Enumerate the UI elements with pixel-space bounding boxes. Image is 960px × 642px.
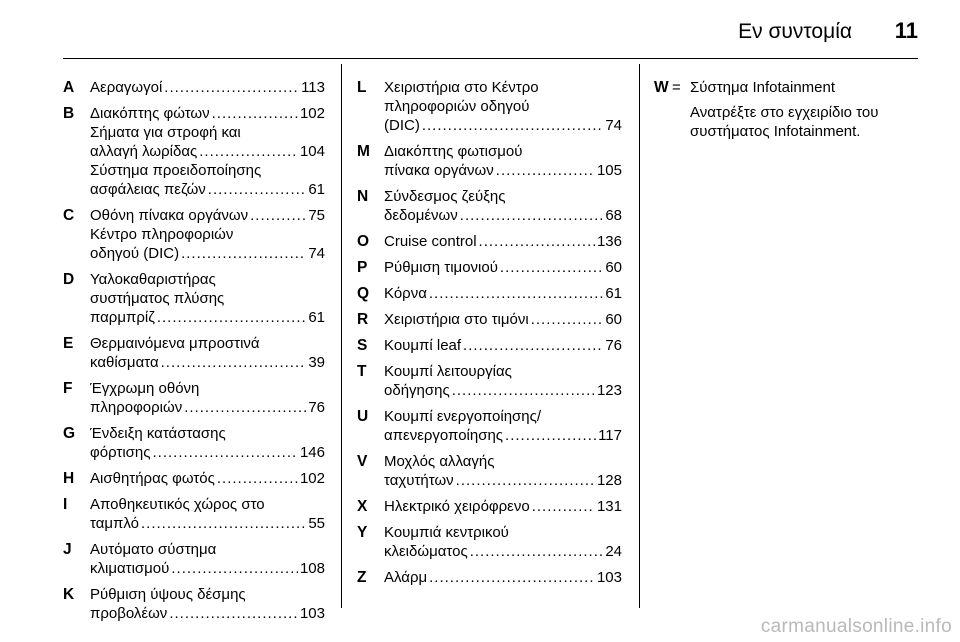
legend-letter: U <box>357 408 369 425</box>
legend-entry <box>357 336 622 355</box>
page-reference[interactable]: 74 <box>605 117 622 134</box>
dot-leader <box>505 426 596 445</box>
page-reference[interactable]: 104 <box>299 143 325 160</box>
legend-line <box>384 310 622 329</box>
legend-entry-body <box>384 187 622 225</box>
dot-leader <box>250 206 306 225</box>
dot-leader <box>208 180 307 199</box>
legend-line <box>90 104 325 123</box>
legend-letter: S <box>357 337 368 354</box>
legend-text: Διακόπτης φωτισμού <box>384 143 523 160</box>
legend-text: Σύνδεσμος ζεύξης <box>384 188 506 205</box>
legend-line <box>90 559 325 578</box>
legend-entry-w <box>654 78 918 141</box>
legend-text: συστήματος πλύσης <box>90 290 225 307</box>
page-reference[interactable]: 60 <box>605 311 622 328</box>
legend-text: Υαλοκαθαριστήρας <box>90 271 216 288</box>
legend-line <box>384 336 622 355</box>
dot-leader <box>169 604 298 623</box>
dot-leader <box>152 443 297 462</box>
legend-letter: A <box>63 79 75 96</box>
legend-column-1 <box>63 78 325 630</box>
legend-entry-body <box>384 310 622 329</box>
page-reference[interactable]: 103 <box>299 605 325 622</box>
legend-line <box>384 407 622 426</box>
page-reference[interactable]: 61 <box>308 181 325 198</box>
legend-entry <box>63 495 325 533</box>
legend-entry-body <box>90 469 325 488</box>
page-reference[interactable]: 105 <box>596 162 622 179</box>
legend-text: φόρτισης <box>90 444 151 461</box>
legend-text: Έγχρωμη οθόνη <box>90 380 200 397</box>
legend-entry-body <box>90 334 325 372</box>
legend-text: αλλαγή λωρίδας <box>90 143 198 160</box>
legend-text: Σύστημα Infotainment <box>690 79 836 96</box>
legend-letter: I <box>63 496 68 513</box>
legend-letter: R <box>357 311 369 328</box>
legend-line <box>384 362 622 381</box>
page-reference[interactable]: 128 <box>596 472 622 489</box>
legend-line <box>90 495 325 514</box>
dot-leader <box>479 232 595 251</box>
legend-text: ασφάλειας πεζών <box>90 181 206 198</box>
legend-letter: L <box>357 79 367 96</box>
page-reference[interactable]: 74 <box>308 245 325 262</box>
legend-text: κλιματισμού <box>90 560 170 577</box>
page-reference[interactable]: 24 <box>605 543 622 560</box>
legend-text: Κόρνα <box>384 285 427 302</box>
legend-line <box>90 225 325 244</box>
page-reference[interactable]: 136 <box>596 233 622 250</box>
legend-entry <box>63 424 325 462</box>
legend-text: Αυτόματο σύστημα <box>90 541 217 558</box>
legend-line <box>90 398 325 417</box>
legend-letter: V <box>357 453 368 470</box>
legend-entry <box>357 142 622 180</box>
legend-line <box>384 452 622 471</box>
legend-text: κλειδώματος <box>384 543 468 560</box>
legend-entry-body <box>690 78 918 141</box>
legend-text: παρμπρίζ <box>90 309 155 326</box>
legend-text: Αισθητήρας φωτός <box>90 470 215 487</box>
legend-entry <box>63 104 325 199</box>
legend-text: πληροφοριών οδηγού <box>384 98 530 115</box>
page-header <box>0 0 960 58</box>
legend-letter: Z <box>357 569 367 586</box>
legend-entry <box>357 310 622 329</box>
legend-text: Διακόπτης φώτων <box>90 105 210 122</box>
legend-letter: G <box>63 425 76 442</box>
watermark[interactable]: carmanualsonline.info <box>760 616 952 637</box>
legend-entry <box>357 452 622 490</box>
legend-text: οδηγού (DIC) <box>90 245 180 262</box>
legend-line <box>90 123 325 142</box>
legend-line <box>384 471 622 490</box>
legend-text: Cruise control <box>384 233 477 250</box>
legend-entry-body <box>384 452 622 490</box>
legend-line <box>384 523 622 542</box>
legend-entry <box>63 469 325 488</box>
equals-sign: = <box>672 79 681 96</box>
legend-column-3 <box>654 78 918 141</box>
legend-entry <box>63 270 325 327</box>
legend-text: Οθόνη πίνακα οργάνων <box>90 207 249 224</box>
legend-text: Χειριστήρια στο τιμόνι <box>384 311 529 328</box>
legend-text: δεδομένων <box>384 207 458 224</box>
legend-entry-body <box>90 206 325 263</box>
legend-text: απενεργοποίησης <box>384 427 504 444</box>
page-reference[interactable]: 68 <box>605 207 622 224</box>
page-reference[interactable]: 55 <box>308 515 325 532</box>
legend-entry-body <box>90 270 325 327</box>
legend-entry-body <box>90 104 325 199</box>
legend-line <box>384 78 622 97</box>
legend-entry-body <box>90 424 325 462</box>
legend-letter: C <box>63 207 75 224</box>
legend-text: ταμπλό <box>90 515 139 532</box>
dot-leader <box>199 142 298 161</box>
legend-letter: M <box>357 143 370 160</box>
dot-leader <box>164 78 299 97</box>
legend-line <box>384 284 622 303</box>
legend-entry <box>357 568 622 587</box>
legend-line <box>90 604 325 623</box>
legend-entry-body <box>384 232 622 251</box>
legend-letter: Q <box>357 285 370 302</box>
legend-text: Κέντρο πληροφοριών <box>90 226 234 243</box>
dot-leader <box>217 469 298 488</box>
legend-line <box>384 161 622 180</box>
legend-entry <box>357 284 622 303</box>
legend-entry <box>357 523 622 561</box>
legend-entry <box>63 540 325 578</box>
legend-entry-body <box>90 540 325 578</box>
legend-line <box>90 78 325 97</box>
legend-text: Αεραγωγοί <box>90 79 163 96</box>
legend-line <box>90 424 325 443</box>
page-reference[interactable]: 103 <box>596 569 622 586</box>
dot-leader <box>532 497 595 516</box>
dot-leader <box>422 116 603 135</box>
dot-leader <box>460 206 604 225</box>
dot-leader <box>531 310 604 329</box>
dot-leader <box>141 514 306 533</box>
page-reference[interactable]: 39 <box>308 354 325 371</box>
page-reference[interactable]: 131 <box>596 498 622 515</box>
legend-letter: N <box>357 188 369 205</box>
legend-text: Ηλεκτρικό χειρόφρενο <box>384 498 530 515</box>
dot-leader <box>429 568 595 587</box>
legend-entry <box>357 407 622 445</box>
legend-text: Κουμπί λειτουργίας <box>384 363 512 380</box>
legend-entry <box>63 334 325 372</box>
legend-line <box>90 289 325 308</box>
page-reference[interactable]: 113 <box>301 79 325 96</box>
legend-line <box>90 161 325 180</box>
legend-entry-body <box>90 495 325 533</box>
legend-text: Χειριστήρια στο Κέντρο <box>384 79 539 96</box>
legend-entry-body <box>384 336 622 355</box>
legend-entry-body <box>384 523 622 561</box>
legend-letter: Y <box>357 524 368 541</box>
legend-text: Ανατρέξτε στο εγχειρίδιο του <box>690 104 879 121</box>
legend-letter: H <box>63 470 75 487</box>
dot-leader <box>212 104 298 123</box>
page-reference[interactable]: 76 <box>605 337 622 354</box>
legend-text: Κουμπιά κεντρικού <box>384 524 509 541</box>
legend-letter: D <box>63 271 75 288</box>
legend-letter: X <box>357 498 368 515</box>
legend-line <box>384 426 622 445</box>
legend-letter: T <box>357 363 367 380</box>
legend-entry <box>357 187 622 225</box>
legend-entry-body <box>384 497 622 516</box>
legend-text: Αποθηκευτικός χώρος στο <box>90 496 265 513</box>
legend-line <box>90 142 325 161</box>
legend-line <box>90 540 325 559</box>
legend-line <box>384 142 622 161</box>
page-reference[interactable]: 108 <box>299 560 325 577</box>
column-divider <box>639 64 640 608</box>
dot-leader <box>452 381 595 400</box>
legend-entry-body <box>384 78 622 135</box>
legend-letter: O <box>357 233 370 250</box>
legend-column-2 <box>357 78 622 594</box>
legend-entry-body <box>384 362 622 400</box>
legend-line <box>90 334 325 353</box>
legend-entry <box>357 497 622 516</box>
legend-letter: B <box>63 105 75 122</box>
page-reference[interactable]: 123 <box>596 382 622 399</box>
legend-line <box>90 270 325 289</box>
dot-leader <box>171 559 298 578</box>
legend-line <box>384 206 622 225</box>
page-reference[interactable]: 102 <box>299 105 325 122</box>
legend-entry-body <box>384 258 622 277</box>
legend-text: συστήματος Infotainment. <box>690 123 861 140</box>
legend-entry-body <box>90 78 325 97</box>
legend-line <box>90 206 325 225</box>
dot-leader <box>470 542 604 561</box>
legend-text: πίνακα οργάνων <box>384 162 494 179</box>
header-rule <box>63 58 918 59</box>
legend-entry-body <box>90 379 325 417</box>
dot-leader <box>184 398 306 417</box>
legend-line <box>90 443 325 462</box>
page-reference[interactable]: 60 <box>605 259 622 276</box>
legend-letter: P <box>357 259 368 276</box>
dot-leader <box>456 471 595 490</box>
dot-leader <box>463 336 603 355</box>
page-reference[interactable]: 102 <box>299 470 325 487</box>
dot-leader <box>161 353 307 372</box>
legend-letter: J <box>63 541 72 558</box>
legend-text: προβολέων <box>90 605 168 622</box>
legend-text: Ένδειξη κατάστασης <box>90 425 226 442</box>
legend-entry <box>357 232 622 251</box>
legend-line <box>90 180 325 199</box>
legend-entry <box>63 78 325 97</box>
legend-text: (DIC) <box>384 117 420 134</box>
page-reference[interactable]: 61 <box>308 309 325 326</box>
page-reference[interactable]: 117 <box>598 427 622 444</box>
legend-entry-body <box>384 407 622 445</box>
section-title: Εν συντομία <box>738 20 852 43</box>
legend-line <box>384 542 622 561</box>
legend-line <box>384 497 622 516</box>
legend-line <box>384 187 622 206</box>
legend-text: πληροφοριών <box>90 399 183 416</box>
legend-text: Ρύθμιση ύψους δέσμης <box>90 586 246 603</box>
legend-line <box>90 244 325 263</box>
column-divider <box>341 64 342 608</box>
legend-letter: E <box>63 335 74 352</box>
legend-text: Μοχλός αλλαγής <box>384 453 495 470</box>
legend-entry-body <box>384 142 622 180</box>
page-reference[interactable]: 146 <box>299 444 325 461</box>
legend-text: καθίσματα <box>90 354 159 371</box>
page-reference[interactable]: 61 <box>605 285 622 302</box>
legend-text: Σύστημα προειδοποίησης <box>90 162 262 179</box>
legend-entry <box>357 78 622 135</box>
legend-text: Θερμαινόμενα μπροστινά <box>90 335 260 352</box>
legend-entry <box>63 585 325 623</box>
legend-line <box>384 258 622 277</box>
legend-line <box>384 97 622 116</box>
dot-leader <box>496 161 595 180</box>
legend-letter: F <box>63 380 73 397</box>
legend-line <box>384 116 622 135</box>
legend-entry <box>63 206 325 263</box>
legend-line <box>90 514 325 533</box>
legend-text: ταχυτήτων <box>384 472 454 489</box>
legend-entry <box>357 362 622 400</box>
dot-leader <box>181 244 306 263</box>
page-number: 11 <box>894 18 918 43</box>
legend-text: οδήγησης <box>384 382 450 399</box>
legend-letter: K <box>63 586 75 603</box>
legend-entry-body <box>90 585 325 623</box>
dot-leader <box>157 308 307 327</box>
page-reference[interactable]: 75 <box>308 207 325 224</box>
legend-line <box>90 308 325 327</box>
legend-text: Ρύθμιση τιμονιού <box>384 259 498 276</box>
legend-line <box>90 585 325 604</box>
legend-entry <box>357 258 622 277</box>
legend-line <box>90 353 325 372</box>
legend-text: Σήματα για στροφή και <box>90 124 241 141</box>
legend-line <box>90 379 325 398</box>
legend-entry <box>63 379 325 417</box>
dot-leader <box>500 258 603 277</box>
legend-entry-body <box>384 568 622 587</box>
dot-leader <box>429 284 603 303</box>
page-reference[interactable]: 76 <box>308 399 325 416</box>
legend-text: Κουμπί leaf <box>384 337 462 354</box>
legend-line <box>384 381 622 400</box>
legend-text: Κουμπί ενεργοποίησης/ <box>384 408 542 425</box>
legend-text: Αλάρμ <box>384 569 428 586</box>
legend-line <box>384 568 622 587</box>
legend-letter: W <box>654 79 669 96</box>
legend-line <box>90 469 325 488</box>
legend-line <box>384 232 622 251</box>
legend-entry-body <box>384 284 622 303</box>
